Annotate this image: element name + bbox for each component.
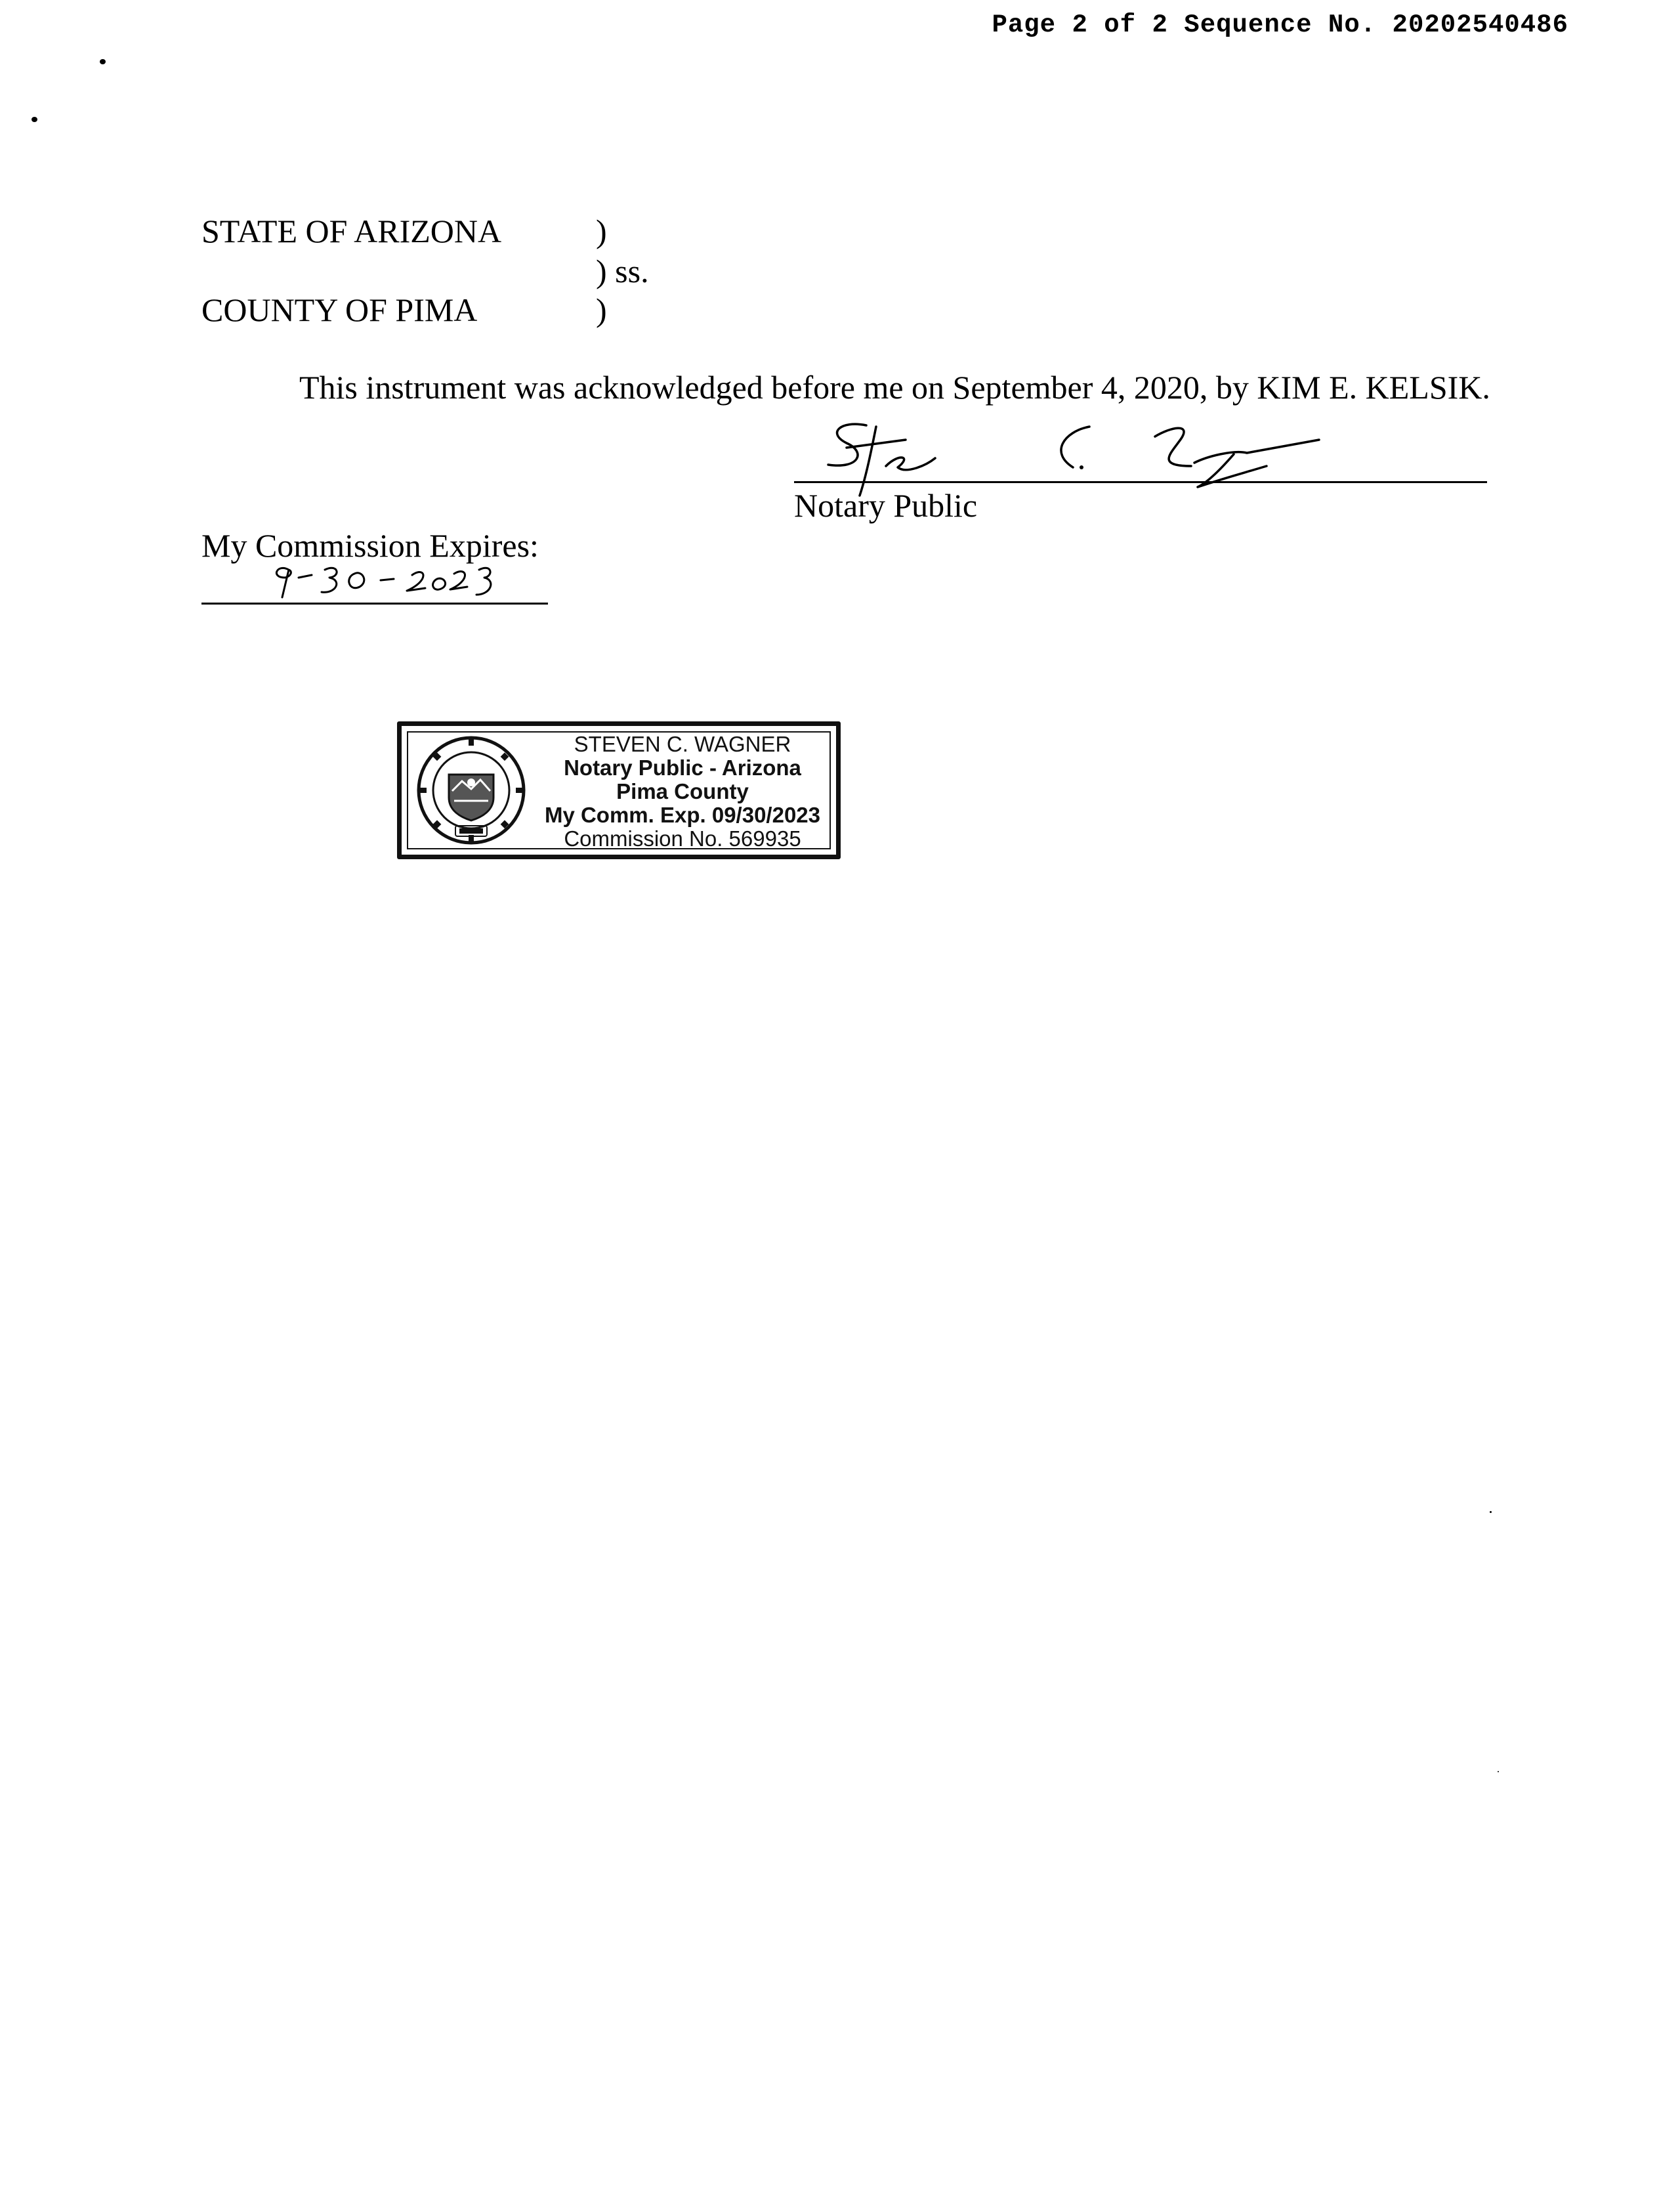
commission-expires-label: My Commission Expires: [201,527,539,564]
notary-stamp-text [533,733,832,851]
commission-expiration-handwritten [262,558,512,604]
stamp-commission-number: Commission No. 569935 [564,826,801,851]
venue-paren-bottom: ) [596,291,607,328]
stamp-notary-title: Notary Public - Arizona [564,756,801,780]
acknowledgment-statement: This instrument was acknowledged before me on September 4, 2020, by KIM E. KELSIK. [299,369,1490,406]
venue-state: STATE OF ARIZONA [201,213,502,249]
arizona-state-seal-icon [416,735,526,845]
venue-paren-top: ) [596,213,607,249]
scan-speck [32,117,37,122]
notary-stamp [397,721,841,859]
scan-speck [1490,1511,1492,1513]
notary-public-label: Notary Public [794,487,978,524]
venue-paren-ss: ) ss. [596,253,649,289]
page-sequence-header: Page 2 of 2 Sequence No. 20202540486 [992,11,1568,39]
stamp-expiration: My Comm. Exp. 09/30/2023 [544,803,821,827]
scan-speck [1498,1771,1499,1772]
scan-speck [100,59,106,64]
commission-expiration-line [201,603,548,605]
stamp-notary-name: STEVEN C. WAGNER [574,732,791,756]
stamp-county: Pima County [616,779,749,803]
venue-county: COUNTY OF PIMA [201,291,478,328]
notary-signature-line [794,481,1487,483]
